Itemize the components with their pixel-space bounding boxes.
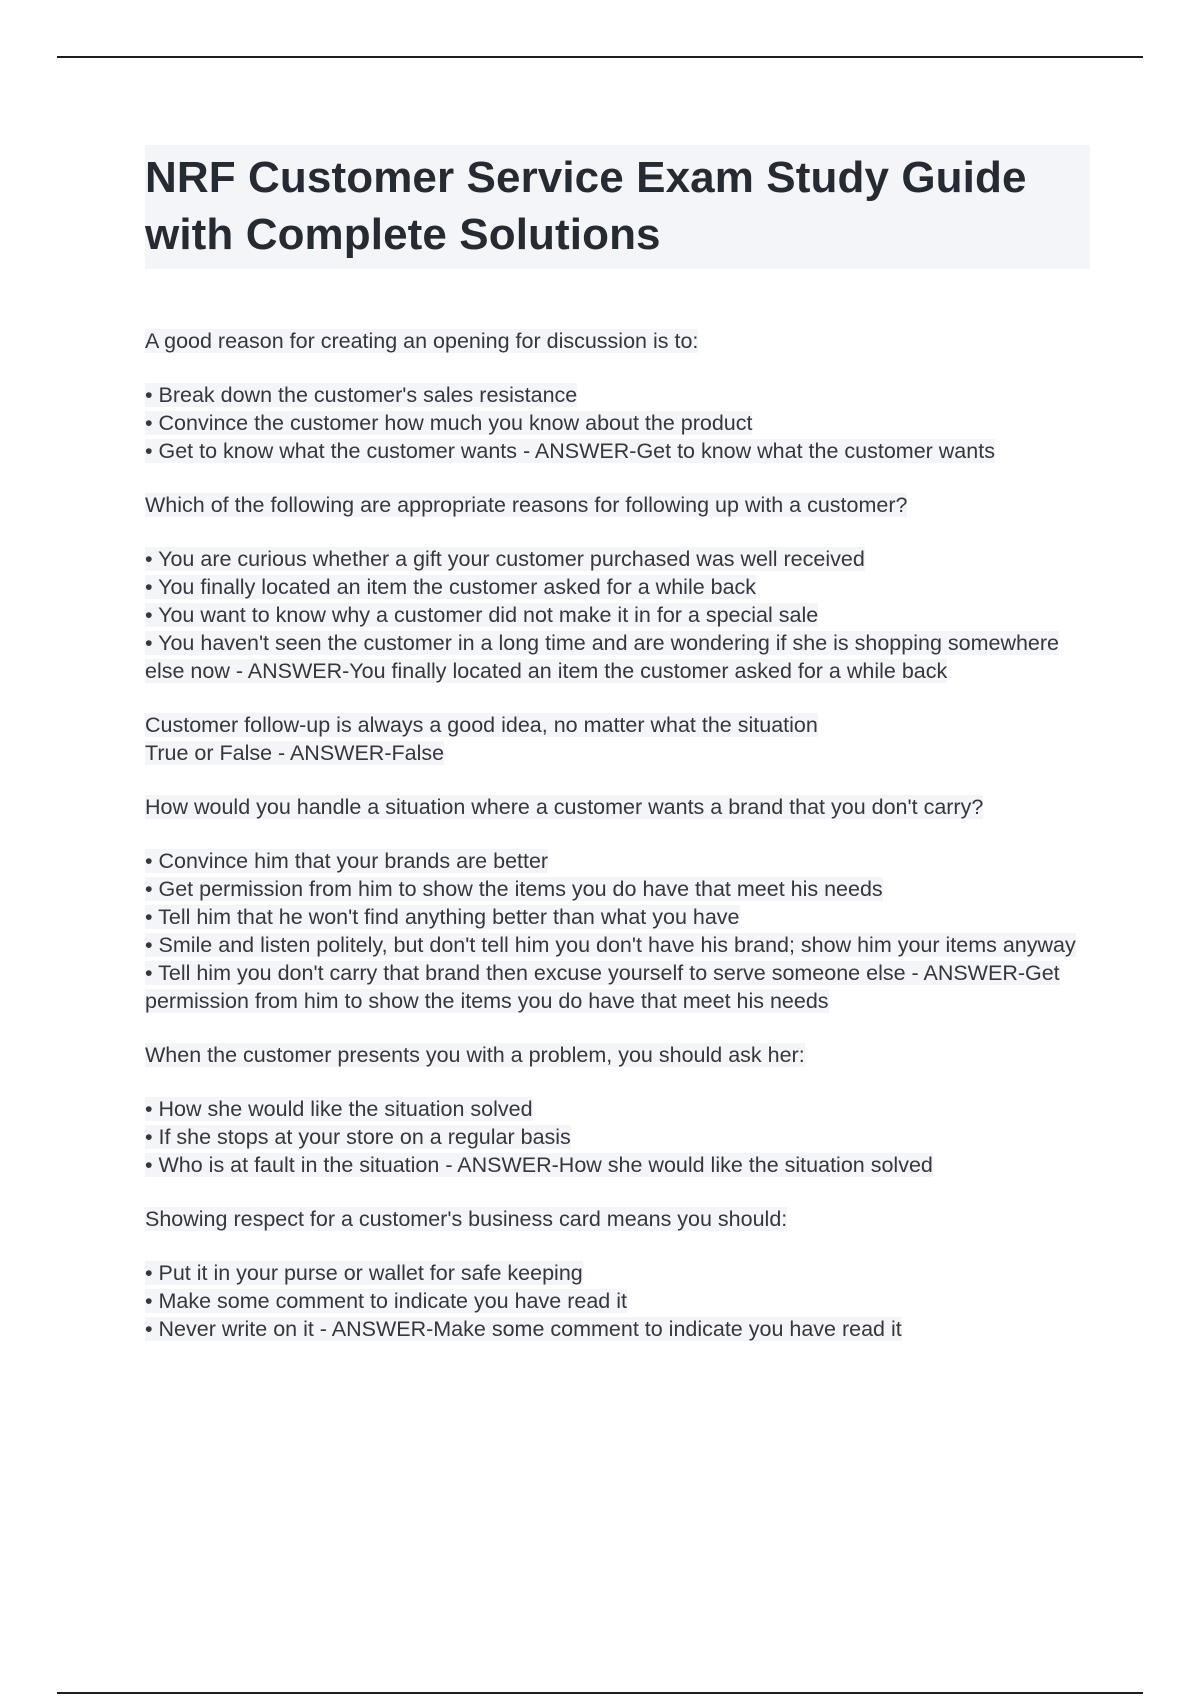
option-with-answer: • Get to know what the customer wants - ANSWER-Get to know what the customer wants <box>145 439 995 463</box>
question-text: Showing respect for a customer's business card means you should: <box>145 1207 788 1231</box>
option-with-answer: • Never write on it - ANSWER-Make some comment to indicate you have read it <box>145 1317 902 1341</box>
top-rule <box>57 56 1143 58</box>
option-text: • You want to know why a customer did not make it in for a special sale <box>145 603 819 627</box>
option-text: • Make some comment to indicate you have read it <box>145 1289 627 1313</box>
option-text: • Convince him that your brands are better <box>145 849 549 873</box>
title-block <box>145 145 1090 269</box>
qa-item <box>145 711 1090 767</box>
option-text: • Convince the customer how much you know about the product <box>145 411 753 435</box>
document-body <box>145 145 1090 1369</box>
question-text: Which of the following are appropriate reasons for following up with a customer? <box>145 493 908 517</box>
option-text: • Tell him that he won't find anything better than what you have <box>145 905 740 929</box>
options-list <box>145 545 1090 685</box>
option-text: • You are curious whether a gift your customer purchased was well received <box>145 547 865 571</box>
options-list <box>145 1095 1090 1179</box>
qa-item <box>145 793 1090 1015</box>
question-text: When the customer presents you with a problem, you should ask her: <box>145 1043 805 1067</box>
answer-text: True or False - ANSWER-False <box>145 741 445 765</box>
option-text: • Smile and listen politely, but don't tell him you don't have his brand; show him your items anyway <box>145 933 1076 957</box>
option-text: • Break down the customer's sales resistance <box>145 383 578 407</box>
options-list <box>145 1259 1090 1343</box>
option-with-answer: • You haven't seen the customer in a long time and are wondering if she is shopping somewhere else now - ANSWER-You finally located an item the customer asked for a while back <box>145 631 1060 683</box>
question-text: A good reason for creating an opening for discussion is to: <box>145 329 699 353</box>
option-text: • If she stops at your store on a regular basis <box>145 1125 571 1149</box>
question-text: Customer follow-up is always a good idea, no matter what the situation <box>145 713 818 737</box>
qa-item <box>145 327 1090 465</box>
question-text: How would you handle a situation where a customer wants a brand that you don't carry? <box>145 795 984 819</box>
option-with-answer: • Tell him you don't carry that brand then excuse yourself to serve someone else - ANSWER-Get permission from him to show the items you do have that meet his needs <box>145 961 1060 1013</box>
option-with-answer: • Who is at fault in the situation - ANSWER-How she would like the situation solved <box>145 1153 933 1177</box>
option-text: • How she would like the situation solved <box>145 1097 533 1121</box>
option-text: • You finally located an item the customer asked for a while back <box>145 575 757 599</box>
qa-list <box>145 327 1090 1343</box>
document-title: NRF Customer Service Exam Study Guide with Complete Solutions <box>145 153 1027 259</box>
qa-item <box>145 1041 1090 1179</box>
option-text: • Get permission from him to show the items you do have that meet his needs <box>145 877 883 901</box>
option-text: • Put it in your purse or wallet for safe keeping <box>145 1261 583 1285</box>
bottom-rule <box>57 1692 1143 1694</box>
qa-item <box>145 1205 1090 1343</box>
options-list <box>145 381 1090 465</box>
qa-item <box>145 491 1090 685</box>
options-list <box>145 847 1090 1015</box>
